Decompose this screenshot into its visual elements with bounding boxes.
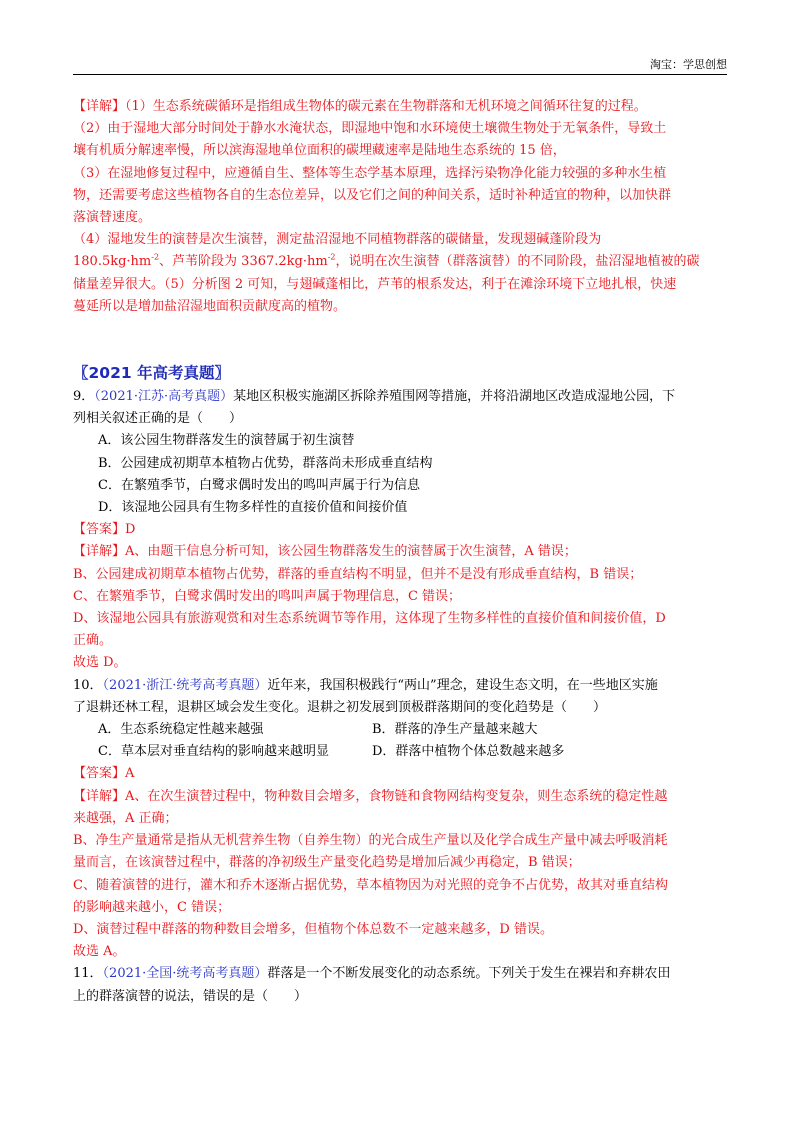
prev-detail-p2b: 壤有机质分解速率慢，所以滨海湿地单位面积的碳埋藏速率是陆地生态系统的 15 倍， <box>73 143 566 159</box>
q9-answer: 【答案】D <box>73 522 136 538</box>
prev-detail-p2a: （2）由于湿地大部分时间处于静水水淹状态，即湿地中饱和水环境使土壤微生物处于无氧条件，导致土 <box>73 121 667 137</box>
q10-options-row-1 <box>73 719 728 741</box>
q9-detail-5: 正确。 <box>73 633 113 649</box>
q10-detail-1: 【详解】A、在次生演替过程中，物种数目会增多，食物链和食物网结构变复杂，则生态系统的稳定性越 <box>73 788 668 804</box>
p4b-part2: 、芦苇阶段为 3367.2kg·hm <box>159 254 328 270</box>
q10-detail-2: 来越强，A 正确； <box>73 810 178 826</box>
prev-detail-p1: 【详解】（1）生态系统碳循环是指组成生物体的碳元素在生物群落和无机环境之间循环往复的过程。 <box>73 99 647 114</box>
q9-option-a: A．该公园生物群落发生的演替属于初生演替 <box>98 433 355 449</box>
q10-detail-7: D、演替过程中群落的物种数目会增多，但植物个体总数不一定越来越多，D 错误。 <box>73 921 553 937</box>
q10-detail-4: 量而言，在该演替过程中，群落的净初级生产量变化趋势是增加后减少再稳定，B 错误； <box>73 855 581 871</box>
q9-number: 9． <box>73 389 95 405</box>
q10-option-a: A．生态系统稳定性越来越强 <box>98 722 264 738</box>
q10-stem-b: 了退耕还林工程，退耕区域会发生变化。退耕之初发展到顶极群落期间的变化趋势是（ ） <box>73 699 607 715</box>
prev-detail-p4b <box>73 251 728 273</box>
q10-answer: 【答案】A <box>73 766 135 782</box>
q11-number: 11． <box>73 966 103 982</box>
q9-detail-1: 【详解】A、由题干信息分析可知，该公园生物群落发生的演替属于次生演替，A 错误； <box>73 544 577 560</box>
q9-stem <box>73 386 728 408</box>
q9-detail-6: 故选 D。 <box>73 655 127 671</box>
q9-option-d: D．该湿地公园具有生物多样性的直接价值和间接价值 <box>98 500 408 516</box>
q10-detail-8: 故选 A。 <box>73 944 126 960</box>
prev-detail-p4d: 蔓延所以是增加盐沼湿地面积贡献度高的植物。 <box>73 298 347 314</box>
q11-stem <box>73 963 728 985</box>
prev-detail-p4a: （4）湿地发生的演替是次生演替，测定盐沼湿地不同植物群落的碳储量，发现翅碱蓬阶段为 <box>73 232 602 248</box>
q9-source: （2021·江苏·高考真题） <box>94 389 234 405</box>
q9-detail-3: C、在繁殖季节，白鹭求偶时发出的鸣叫声属于物理信息，C 错误； <box>73 588 462 604</box>
section-title: 〖2021 年高考真题〗 <box>73 364 231 383</box>
q10-source: （2021·浙江·统考高考真题） <box>102 677 268 693</box>
q10-option-b: B．群落的净生产量越来越大 <box>372 722 538 738</box>
prev-detail-p3c: 落演替速度。 <box>73 210 152 226</box>
q10-detail-5: C、随着演替的进行，灌木和乔木逐渐占据优势，草本植物因为对光照的竞争不占优势，故其对垂直结构 <box>73 877 668 893</box>
q10-detail-6: 的影响越来越小，C 错误； <box>73 899 231 915</box>
q9-stem-b: 列相关叙述正确的是（ ） <box>73 411 243 427</box>
p4b-sup2: -2 <box>327 253 336 263</box>
q9-option-c: C．在繁殖季节，白鹭求偶时发出的鸣叫声属于行为信息 <box>98 477 420 493</box>
p4b-part3: ，说明在次生演替（群落演替）的不同阶段，盐沼湿地植被的碳 <box>335 254 700 270</box>
q10-number: 10． <box>73 677 103 693</box>
prev-detail-p3b: 物，还需要考虑这些植物各自的生态位差异，以及它们之间的种间关系，适时补种适宜的物种，以加快群 <box>73 187 672 203</box>
q10-stem <box>73 675 728 697</box>
prev-detail-p4c: 储量差异很大。（5）分析图 2 可知，与翅碱蓬相比，芦苇的根系发达，利于在滩涂环境下立地扎根，快速 <box>73 276 677 292</box>
page-header <box>73 54 727 75</box>
q11-stem-b: 上的群落演替的说法，错误的是（ ） <box>73 988 308 1004</box>
q10-stem-a: 近年来，我国积极践行“两山”理念，建设生态文明，在一些地区实施 <box>267 677 658 693</box>
content <box>73 96 728 1008</box>
q11-source: （2021·全国·统考高考真题） <box>102 966 268 982</box>
prev-detail-p3a: （3）在湿地修复过程中，应遵循自生、整体等生态学基本原理，选择污染物净化能力较强的多种水生植 <box>73 165 667 181</box>
header-text: 淘宝：学思创想 <box>650 58 727 71</box>
q10-option-d: D．群落中植物个体总数越来越多 <box>372 744 565 760</box>
q10-options-row-2 <box>73 741 728 763</box>
q10-detail-3: B、净生产量通常是指从无机营养生物（自养生物）的光合成生产量以及化学合成生产量中减去呼吸消耗 <box>73 833 668 849</box>
q10-option-c: C．草本层对垂直结构的影响越来越明显 <box>98 744 329 760</box>
q11-stem-a: 群落是一个不断发展变化的动态系统。下列关于发生在裸岩和弃耕农田 <box>267 966 671 982</box>
p4b-part1: 180.5kg·hm <box>73 254 152 270</box>
q9-detail-2: B、公园建成初期草本植物占优势，群落的垂直结构不明显，但并不是没有形成垂直结构，B 错误； <box>73 566 643 582</box>
q9-stem-a: 某地区积极实施湖区拆除养殖围网等措施，并将沿湖地区改造成湿地公园，下 <box>233 389 676 405</box>
q9-option-b: B．公园建成初期草本植物占优势，群落尚未形成垂直结构 <box>98 455 433 471</box>
p4b-sup1: -2 <box>151 253 160 263</box>
q9-detail-4: D、该湿地公园具有旅游观赏和对生态系统调节等作用，这体现了生物多样性的直接价值和间接价值，D <box>73 611 666 627</box>
